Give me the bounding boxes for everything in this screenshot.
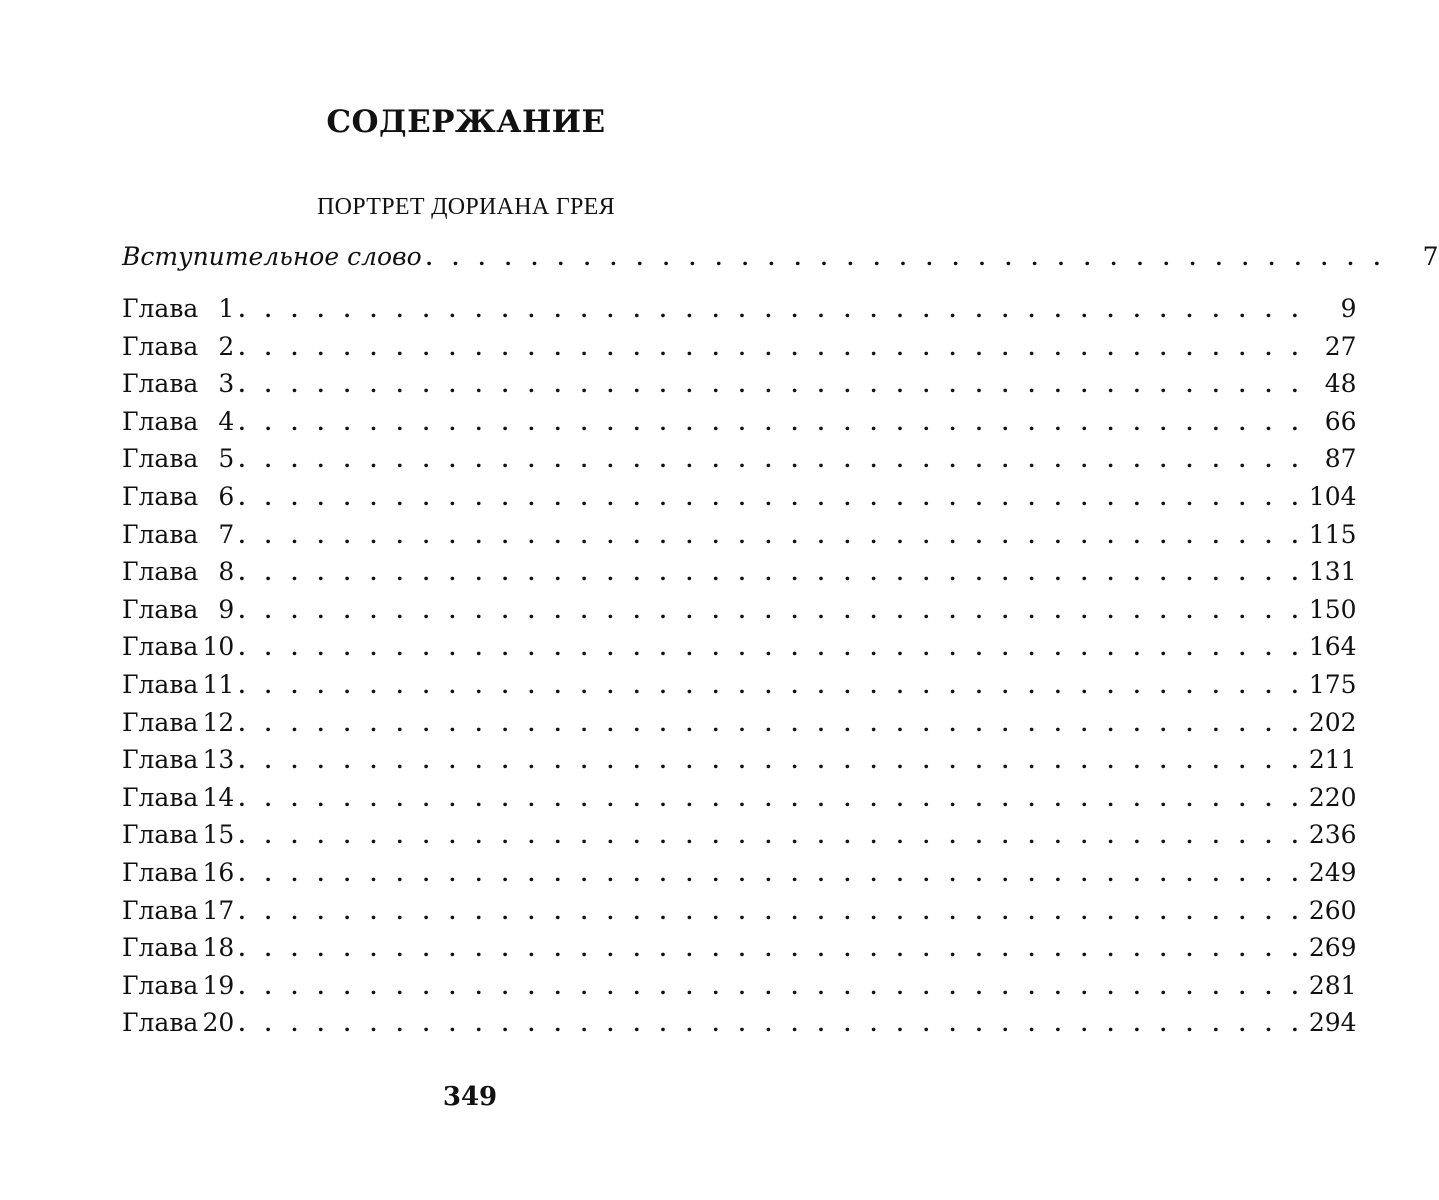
toc-chapter-page: 87 [1324, 444, 1357, 474]
toc-chapter-row [122, 406, 1357, 441]
toc-chapter-page: 115 [1308, 519, 1357, 549]
toc-chapter-row [122, 670, 1357, 704]
chapter-number: 11 [202, 670, 235, 699]
toc-leader-dots: . . . . . . . . . . . . . . . . . . . . . . . . . . . . . . . . . . . . . . . . . [238, 561, 1305, 586]
toc-chapter-label [122, 670, 234, 699]
chapter-word: Глава [122, 858, 199, 887]
toc-chapter-page: 236 [1308, 820, 1357, 850]
toc-chapter-label [122, 783, 234, 812]
chapter-word: Глава [122, 745, 199, 775]
toc-leader-dots: . . . . . . . . . . . . . . . . . . . . . . . . . . . . . . . . . . . . . . . . . [238, 1012, 1305, 1037]
toc-chapter-label [122, 557, 234, 586]
toc-chapter-row [122, 444, 1357, 478]
toc-chapter-label [122, 332, 234, 361]
chapter-word: Глава [122, 519, 199, 549]
chapter-word: Глава [122, 632, 199, 662]
toc-chapter-page: 9 [1340, 294, 1357, 323]
chapter-word: Глава [122, 406, 199, 436]
chapter-number: 14 [202, 782, 235, 812]
chapter-number: 18 [202, 933, 235, 963]
chapter-number: 3 [218, 369, 235, 399]
chapter-number: 1 [218, 294, 235, 323]
toc-leader-dots: . . . . . . . . . . . . . . . . . . . . . . . . . . . . . . . . . . . . . . . . . [238, 974, 1305, 999]
toc-leader-dots: . . . . . . . . . . . . . . . . . . . . . . . . . . . . . . . . . . . . . . . . . [238, 598, 1305, 623]
chapter-number: 2 [218, 331, 235, 361]
toc-leader-dots: . . . . . . . . . . . . . . . . . . . . . . . . . . . . . . . . . . . . . . . . . [238, 862, 1305, 886]
toc-chapter-page: 104 [1308, 482, 1357, 511]
toc-chapter-row [122, 782, 1357, 817]
toc-intro-row [122, 242, 1439, 276]
toc-leader-dots: . . . . . . . . . . . . . . . . . . . . . . . . . . . . . . . . . . . . . . . . . [238, 486, 1305, 510]
toc-leader-dots: . . . . . . . . . . . . . . . . . . . . . . . . . . . . . . . . . . . . . . . . . [238, 786, 1305, 811]
page-title: СОДЕРЖАНИЕ [326, 104, 606, 140]
toc-leader-dots: . . . . . . . . . . . . . . . . . . . . . . . . . . . . . . . . . . . . . . . . . [238, 523, 1305, 548]
toc-chapter-label [122, 520, 234, 549]
toc-leader-dots: . . . . . . . . . . . . . . . . . . . . . . . . . . . . . . . . . . . . . . . . . [238, 937, 1305, 962]
chapter-word: Глава [122, 933, 199, 963]
toc-chapter-row [122, 745, 1357, 779]
toc-chapter-row [122, 594, 1357, 629]
chapter-word: Глава [122, 331, 199, 361]
toc-chapter-label [122, 595, 234, 624]
chapter-number: 17 [202, 895, 235, 925]
toc-leader-dots: . . . . . . . . . . . . . . . . . . . . . . . . . . . . . . . . . . . . . . . . . [238, 335, 1305, 360]
toc-chapter-page: 150 [1308, 594, 1357, 624]
toc-chapter-page: 202 [1308, 707, 1357, 737]
toc-leader-dots: . . . . . . . . . . . . . . . . . . . . . . . . . . . . . . . . . . . . . . . . . [238, 298, 1305, 322]
chapter-number: 12 [202, 707, 235, 737]
chapter-word: Глава [122, 895, 199, 925]
toc-chapter-label [122, 933, 234, 962]
toc-chapter-label [122, 896, 234, 925]
chapter-word: Глава [122, 820, 199, 850]
toc-chapter-label [122, 745, 234, 774]
toc-chapter-page: 66 [1324, 406, 1357, 436]
chapter-word: Глава [122, 482, 199, 511]
toc-chapter-row [122, 519, 1357, 554]
chapter-number: 6 [218, 482, 235, 511]
toc-chapter-page: 281 [1308, 970, 1357, 1000]
chapter-number: 20 [202, 1008, 235, 1038]
chapter-word: Глава [122, 707, 199, 737]
toc-chapter-page: 211 [1308, 745, 1357, 775]
toc-leader-dots: . . . . . . . . . . . . . . . . . . . . . . . . . . . . . . . . . . . . . . . . . [238, 674, 1305, 698]
toc-intro-label: Вступительное слово [122, 242, 422, 271]
chapter-number: 15 [202, 820, 235, 850]
toc-leader-dots: . . . . . . . . . . . . . . . . . . . . . . . . . . . . . . . . . . . . . . . . . [238, 899, 1305, 924]
book-title: ПОРТРЕТ ДОРИАНА ГРЕЯ [317, 194, 615, 220]
toc-chapter-row [122, 294, 1357, 328]
toc-chapter-label [122, 407, 234, 436]
toc-chapter-row [122, 482, 1357, 516]
toc-leader-dots: . . . . . . . . . . . . . . . . . . . . . . . . . . . . . . . . . . . . . . . . . [238, 711, 1305, 736]
chapter-word: Глава [122, 1008, 199, 1038]
toc-chapter-page: 131 [1308, 557, 1357, 587]
toc-chapter-label [122, 858, 234, 887]
chapter-number: 8 [218, 557, 235, 587]
chapter-number: 19 [202, 970, 235, 1000]
page-number: 349 [442, 1082, 498, 1112]
toc-chapter-page: 269 [1308, 933, 1357, 963]
chapter-word: Глава [122, 970, 199, 1000]
toc-chapter-page: 164 [1308, 632, 1357, 662]
toc-chapter-row [122, 331, 1357, 366]
chapter-word: Глава [122, 782, 199, 812]
toc-leader-dots: . . . . . . . . . . . . . . . . . . . . . . . . . . . . . . . . . . . . . . . . . [238, 824, 1305, 849]
toc-leader-dots: . . . . . . . . . . . . . . . . . . . . . . . . . . . . . . . . . . . . . . . . . [238, 749, 1305, 774]
toc-chapter-page: 175 [1308, 670, 1357, 699]
toc-chapter-row [122, 970, 1357, 1005]
toc-leader-dots: . . . . . . . . . . . . . . . . . . . . . . . . . . . . . . . . . . . . . . . . . [238, 410, 1305, 435]
chapter-number: 4 [218, 406, 235, 436]
toc-chapter-page: 27 [1324, 331, 1357, 361]
toc-chapter-row [122, 895, 1357, 930]
toc-chapter-page: 260 [1308, 895, 1357, 925]
toc-chapter-page: 249 [1308, 858, 1357, 887]
toc-chapter-label [122, 632, 234, 661]
chapter-word: Глава [122, 594, 199, 624]
chapter-number: 13 [202, 745, 235, 775]
chapter-word: Глава [122, 369, 199, 399]
chapter-number: 10 [202, 632, 235, 662]
chapter-number: 16 [202, 858, 235, 887]
toc-leader-dots: . . . . . . . . . . . . . . . . . . . . . . . . . . . . . . . . . . . . . . . . . [238, 448, 1305, 473]
toc-chapter-page: 220 [1308, 782, 1357, 812]
chapter-word: Глава [122, 444, 199, 474]
toc-chapter-label [122, 820, 234, 849]
toc-leader-dots: . . . . . . . . . . . . . . . . . . . . . . . . . . . . . . . . . . . . . . . . . [238, 373, 1305, 398]
toc-chapter-label [122, 971, 234, 1000]
toc-chapter-row [122, 707, 1357, 742]
toc-intro-page: 7 [1422, 242, 1439, 271]
toc-chapter-row [122, 820, 1357, 854]
toc-chapter-label [122, 444, 234, 473]
toc-chapter-label [122, 294, 234, 323]
toc-chapter-row [122, 933, 1357, 967]
toc-leader-dots: . . . . . . . . . . . . . . . . . . . . . . . . . . . . . . . . . . . . . [425, 246, 1387, 270]
chapter-number: 5 [218, 444, 235, 474]
chapter-number: 7 [218, 519, 235, 549]
chapter-word: Глава [122, 294, 199, 323]
chapter-number: 9 [218, 594, 235, 624]
toc-chapter-row [122, 1008, 1357, 1042]
toc-chapter-label [122, 369, 234, 398]
toc-chapter-row [122, 369, 1357, 403]
toc-chapter-row [122, 632, 1357, 666]
toc-chapter-row [122, 858, 1357, 892]
chapter-word: Глава [122, 557, 199, 587]
toc-chapter-page: 48 [1324, 369, 1357, 399]
chapter-word: Глава [122, 670, 199, 699]
toc-chapter-row [122, 557, 1357, 591]
toc-chapter-label [122, 482, 234, 511]
toc-chapter-page: 294 [1308, 1008, 1357, 1038]
toc-leader-dots: . . . . . . . . . . . . . . . . . . . . . . . . . . . . . . . . . . . . . . . . . [238, 636, 1305, 661]
toc-chapter-label [122, 708, 234, 737]
toc-chapter-label [122, 1008, 234, 1037]
